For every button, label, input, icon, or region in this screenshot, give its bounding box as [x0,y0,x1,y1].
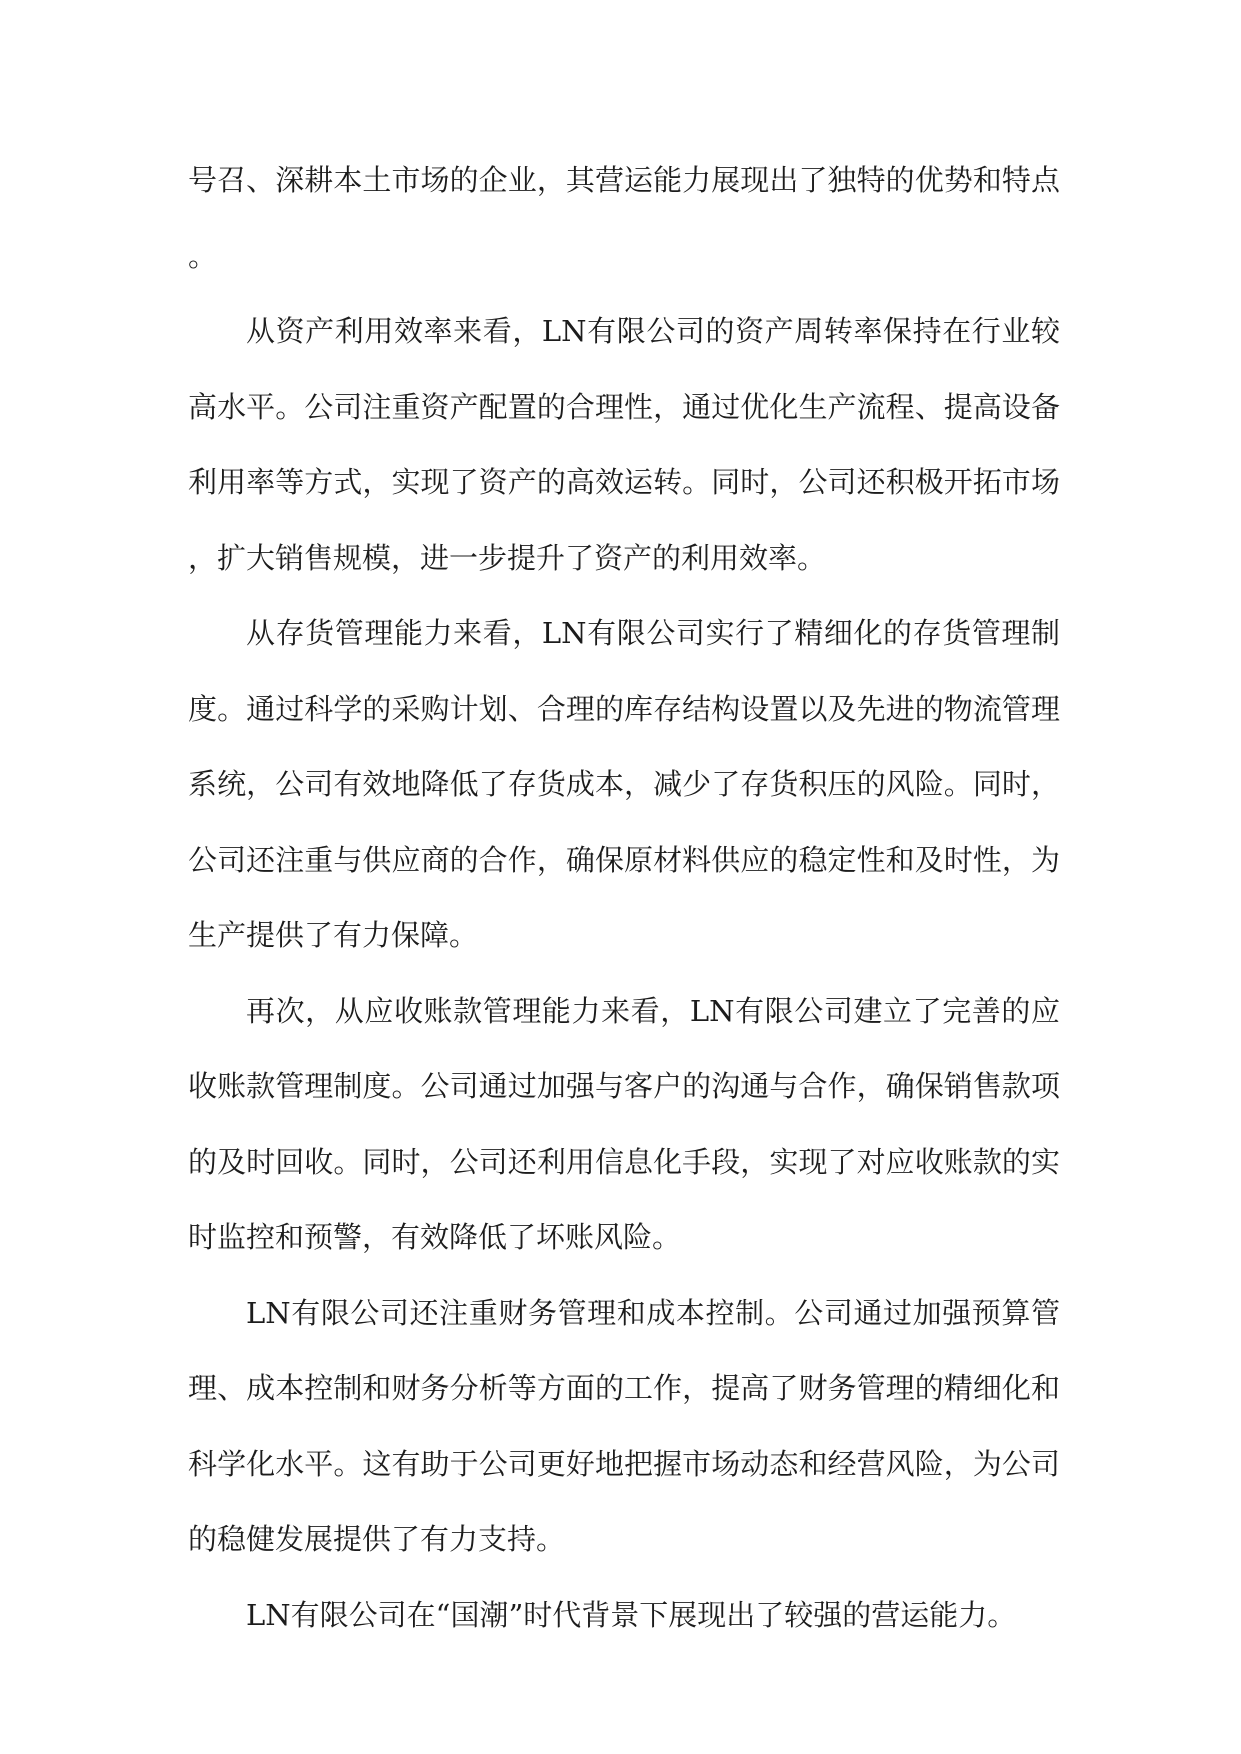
paragraph-financial-management: LN有限公司还注重财务管理和成本控制。公司通过加强预算管理、成本控制和财务分析等方面的工作，提高了财务管理的精细化和科学化水平。这有助于公司更好地把握市场动态和经营风险，为公司的稳健发展提供了有力支持。 [188,1295,1060,1556]
paragraph-conclusion: LN有限公司在“国潮”时代背景下展现出了较强的营运能力。 [246,1597,1017,1632]
paragraph-inventory-management: 从存货管理能力来看，LN有限公司实行了精细化的存货管理制度。通过科学的采购计划、合理的库存结构设置以及先进的物流管理系统，公司有效地降低了存货成本，减少了存货积压的风险。同时，公司还注重与供应商的合作，确保原材料供应的稳定性和及时性，为生产提供了有力保障。 [188,616,1060,952]
paragraph-asset-efficiency: 从资产利用效率来看，LN有限公司的资产周转率保持在行业较高水平。公司注重资产配置的合理性，通过优化生产流程、提高设备利用率等方式，实现了资产的高效运转。同时，公司还积极开拓市场，扩大销售规模，进一步提升了资产的利用效率。 [188,314,1060,575]
body-text [188,143,1060,1653]
paragraph-receivables-management: 再次，从应收账款管理能力来看，LN有限公司建立了完善的应收账款管理制度。公司通过加强与客户的沟通与合作，确保销售款项的及时回收。同时，公司还利用信息化手段，实现了对应收账款的实时监控和预警，有效降低了坏账风险。 [188,993,1060,1254]
paragraph-continuation: 号召、深耕本土市场的企业，其营运能力展现出了独特的优势和特点。 [188,163,1060,273]
